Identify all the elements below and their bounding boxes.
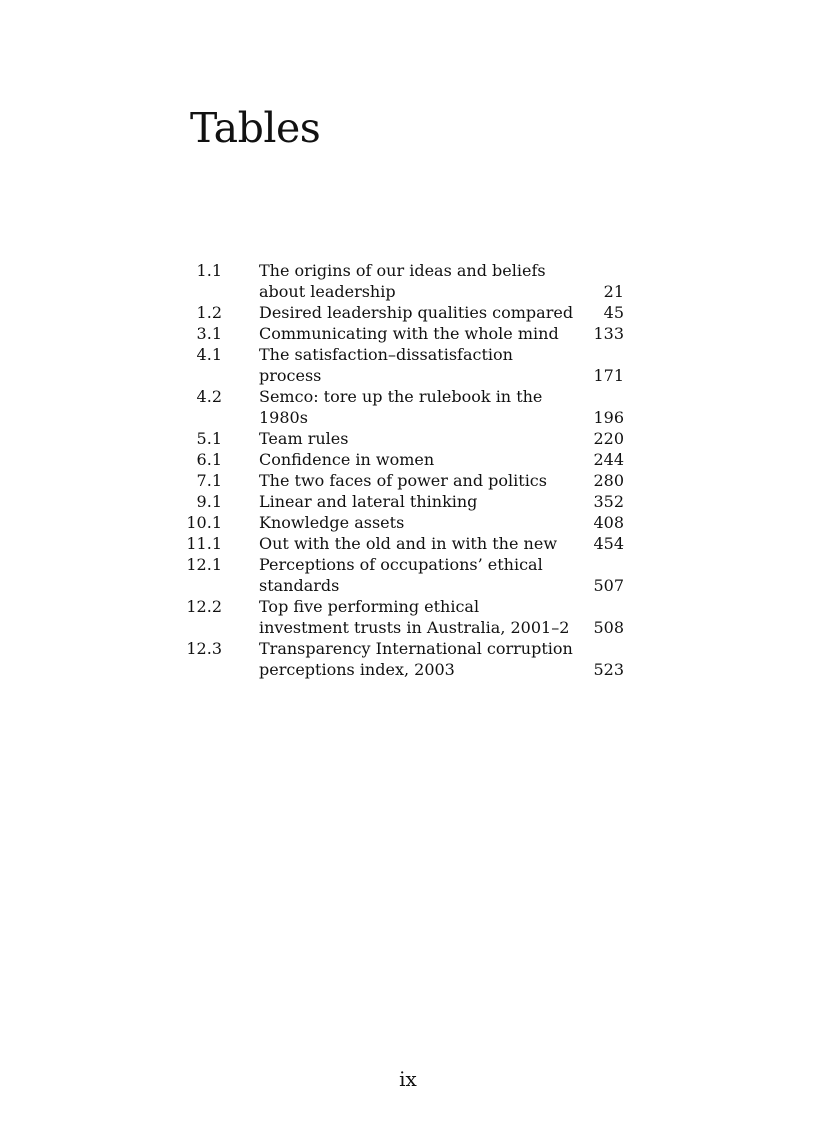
table-number: 5.1 <box>196 429 222 448</box>
page-number: 133 <box>593 324 624 343</box>
table-number: 1.1 <box>196 261 222 280</box>
table-number: 4.1 <box>196 345 222 364</box>
table-number: 4.2 <box>196 387 222 406</box>
table-entry <box>178 386 628 428</box>
table-number: 11.1 <box>186 534 222 553</box>
page-number: 196 <box>593 408 624 427</box>
page-folio: ix <box>399 1067 417 1091</box>
table-title: Team rules <box>259 429 349 448</box>
table-number: 7.1 <box>196 471 222 490</box>
table-title: Top five performing ethical investment trusts in Australia, 2001–2 <box>259 597 570 637</box>
table-title: Linear and lateral thinking <box>259 492 478 511</box>
table-entry <box>178 260 628 302</box>
table-title: The satisfaction–dissatisfaction process <box>259 345 513 385</box>
table-number: 12.1 <box>186 555 222 574</box>
table-number: 6.1 <box>196 450 222 469</box>
table-entry <box>178 428 628 449</box>
page-number: 21 <box>603 282 624 301</box>
table-title: Transparency International corruption perceptions index, 2003 <box>259 639 573 679</box>
table-entry <box>178 533 628 554</box>
table-number: 12.3 <box>186 639 222 658</box>
table-number: 3.1 <box>196 324 222 343</box>
table-entry <box>178 470 628 491</box>
page-number: 508 <box>593 618 624 637</box>
table-title: Desired leadership qualities compared <box>259 303 574 322</box>
table-number: 1.2 <box>196 303 222 322</box>
page-number: 280 <box>593 471 624 490</box>
table-title: Confidence in women <box>259 450 435 469</box>
table-title: Semco: tore up the rulebook in the 1980s <box>259 387 543 427</box>
table-number: 12.2 <box>186 597 222 616</box>
page-number: 220 <box>593 429 624 448</box>
table-title: The two faces of power and politics <box>259 471 547 490</box>
page-number: 507 <box>593 576 624 595</box>
table-entry <box>178 344 628 386</box>
table-title: The origins of our ideas and beliefs about leadership <box>259 261 546 301</box>
table-entry <box>178 596 628 638</box>
page-number: 352 <box>593 492 624 511</box>
table-number: 10.1 <box>186 513 222 532</box>
page-number: 244 <box>593 450 624 469</box>
table-title: Out with the old and in with the new <box>259 534 558 553</box>
page-number: 523 <box>593 660 624 679</box>
table-entry <box>178 638 628 680</box>
table-entry <box>178 302 628 323</box>
table-title: Communicating with the whole mind <box>259 324 559 343</box>
tables-list <box>178 260 628 680</box>
page-number: 454 <box>593 534 624 553</box>
table-entry <box>178 554 628 596</box>
page-number: 408 <box>593 513 624 532</box>
table-entry <box>178 512 628 533</box>
table-entry <box>178 491 628 512</box>
page-number: 45 <box>603 303 624 322</box>
table-title: Knowledge assets <box>259 513 405 532</box>
table-entry <box>178 323 628 344</box>
table-title: Perceptions of occupations’ ethical standards <box>259 555 543 595</box>
page-title: Tables <box>190 104 321 152</box>
table-entry <box>178 449 628 470</box>
page-number: 171 <box>593 366 624 385</box>
table-number: 9.1 <box>196 492 222 511</box>
